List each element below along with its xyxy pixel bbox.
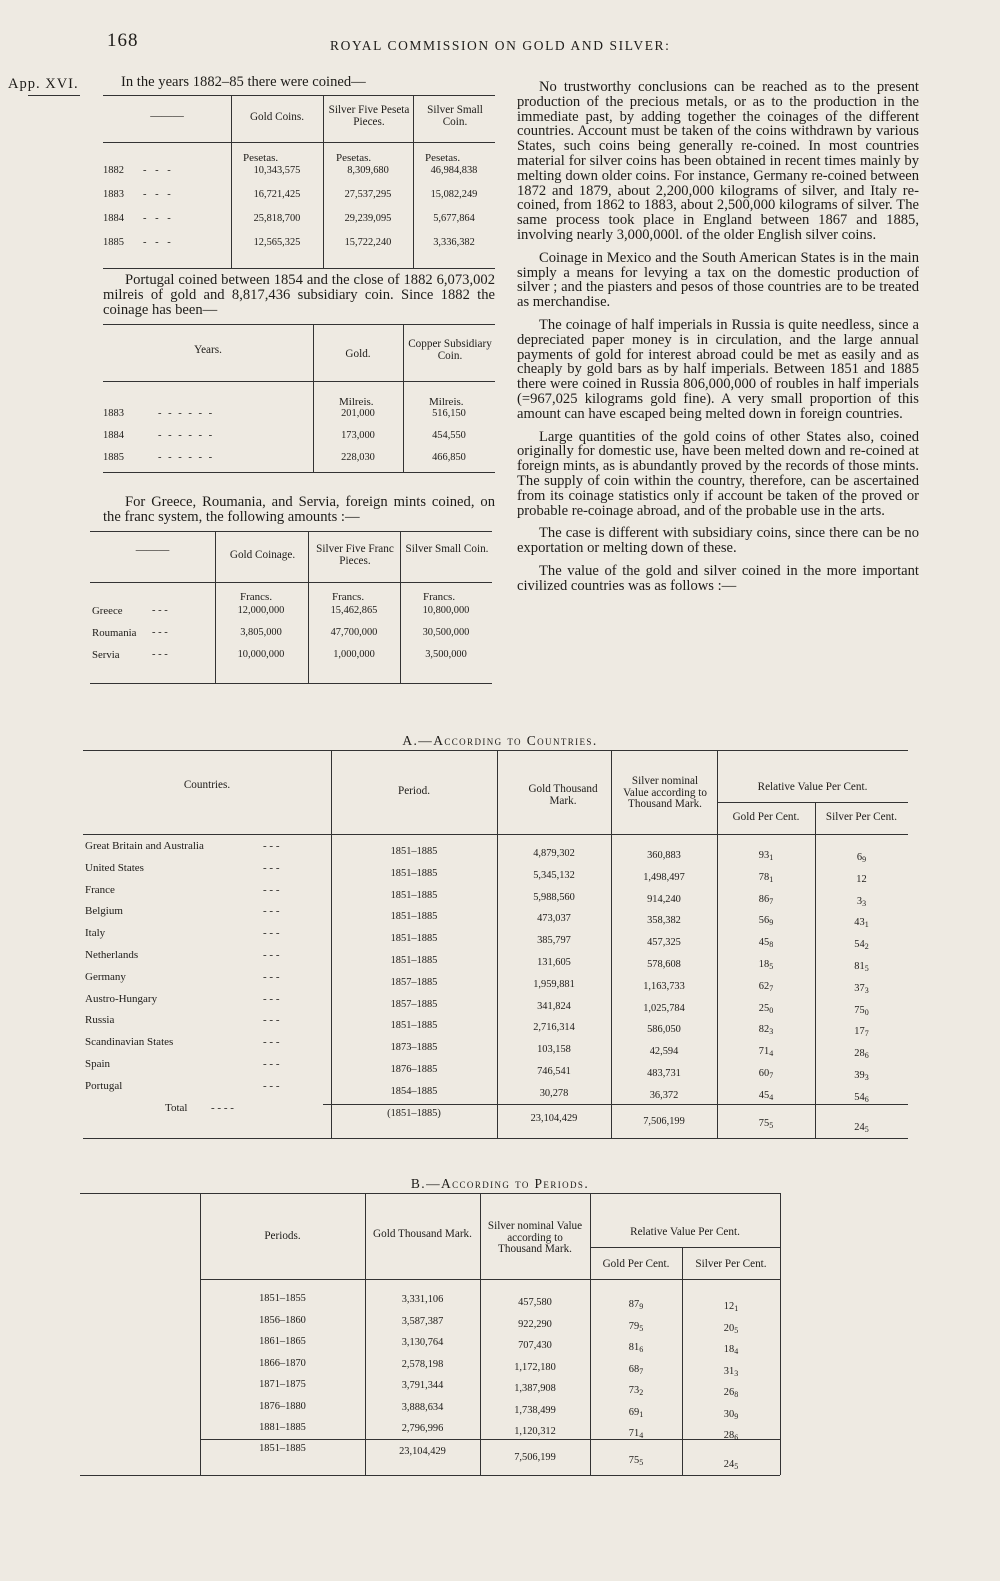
col-relative-value: Relative Value Per Cent. [630, 1226, 740, 1238]
row-leaders: - - - [263, 1014, 280, 1027]
unit-label: Milreis. [429, 396, 464, 408]
cell-silver: 1,172,180 [514, 1361, 556, 1373]
row-year: 1885 [103, 452, 124, 463]
cell-gold-pct: $45_8$ [758, 937, 774, 950]
row-leaders: - - - [152, 627, 168, 638]
spain-coinage-table [103, 95, 495, 269]
cell-gold: 385,797 [537, 935, 571, 947]
cell-gold: 4,879,302 [533, 848, 575, 859]
col-gold-coins: Gold Coins. [249, 111, 305, 123]
cell-silver: 1,498,497 [643, 871, 685, 883]
col-silver-small-coin: Silver Small Coin. [405, 543, 489, 555]
cell-period: 1876–1880 [259, 1400, 306, 1412]
col-silver-five-franc: Silver Five Franc Pieces. [316, 543, 394, 567]
cell-period: 1876–1885 [390, 1064, 438, 1075]
cell-value: 27,537,295 [344, 189, 392, 200]
row-country: Austro-Hungary [85, 992, 158, 1005]
cell-value: 228,030 [341, 452, 375, 463]
cell-period: 1851–1885 [390, 955, 438, 966]
cell-value: 46,984,838 [430, 165, 478, 176]
cell-value: 3,336,382 [433, 237, 475, 248]
cell-value: 5,677,864 [433, 213, 475, 224]
row-leaders: - - - [263, 1036, 280, 1049]
cell-value: 201,000 [341, 408, 375, 419]
cell-gold-pct: $62_7$ [758, 980, 774, 993]
cell-gold-pct: $86_7$ [758, 893, 774, 906]
cell-gold: 1,959,881 [533, 978, 575, 990]
paragraph: The coinage of half imperials in Russia is quite needless, since a depreciated paper money is in circulation, and the large annual payments of gold for interest abroad could be met as easily and as cheaply by gold bars as by half imperials. Between 1851 and 1885 there were coined in Russia 806,000,000 of roubles in half imperials (=967,025 kilograms gold fine). A very small proportion of this amount can have escaped being melted down in foreign countries. [517, 316, 919, 422]
cell-value: 10,800,000 [422, 605, 470, 616]
cell-gold-pct: $87_9$ [628, 1299, 644, 1311]
paragraph: The value of the gold and silver coined in the more important civilized countries was as follows :— [517, 562, 919, 594]
cell-gold-pct: $78_1$ [758, 871, 774, 884]
col-silver-small-coin: Silver Small Coin. [427, 104, 483, 128]
row-leaders: - - - [263, 1079, 280, 1092]
cell-silver-pct: $3_3$ [856, 895, 867, 908]
row-leaders: - - - [143, 189, 174, 200]
cell-silver: 457,580 [518, 1297, 552, 1308]
cell-gold: 5,345,132 [533, 869, 575, 881]
table-a [83, 750, 908, 1145]
cell-gold-pct: $79_5$ [628, 1320, 644, 1333]
unit-label: Francs. [332, 591, 365, 603]
col-period: Period. [397, 785, 430, 797]
row-leaders: - - - - [211, 1102, 234, 1114]
col-gold-per-cent: Gold Per Cent. [602, 1258, 670, 1270]
cell-value: 16,721,425 [253, 189, 301, 200]
total-silver-pct: $24_5$ [723, 1459, 739, 1471]
greece-paragraph: For Greece, Roumania, and Servia, foreign mints coined, on the franc system, the following amounts :— [103, 494, 495, 525]
cell-value: 516,150 [432, 408, 466, 419]
col-silver-per-cent: Silver Per Cent. [695, 1258, 767, 1270]
row-country: France [85, 883, 115, 896]
cell-period: 1851–1885 [390, 911, 438, 923]
row-country: Spain [85, 1058, 111, 1070]
cell-gold-pct: $81_6$ [628, 1342, 644, 1354]
cell-silver: 578,608 [647, 959, 681, 970]
row-leaders: - - - - - - [158, 430, 215, 441]
cell-gold: 3,888,634 [401, 1401, 444, 1413]
cell-gold: 3,331,106 [401, 1294, 444, 1305]
cell-silver: 586,050 [647, 1024, 681, 1036]
cell-silver-pct: $37_3$ [854, 982, 869, 995]
paragraph: No trustworthy conclusions can be reached as to the present production of the precious metals, or as to the production in the immediate past, by adding together the coinages of the different countries. Account must be taken of the coins withdrawn by various States, such coins being generally re-coined. In most countries material for silver coins has been obtained in recent times mainly by melting down older coins. For instance, Germany re-coined between 1872 and 1879, about 2,200,000 kilograms of silver, and Italy re-coined, from 1862 to 1883, about 2,500,000 kilograms of silver. The same process took place in England between 1867 and 1885, involving nearly 3,000,000l. of the older English silver coins. [517, 79, 919, 243]
row-leaders: - - - [152, 605, 168, 616]
paragraph: The case is different with subsidiary coins, since there can be no exportation or melting down of these. [517, 525, 919, 557]
cell-gold: 2,796,996 [401, 1423, 444, 1434]
cell-gold: 3,791,344 [401, 1380, 444, 1391]
table-a-title: A.—According to Countries. [402, 733, 598, 748]
appendix-label: App. XVI. [8, 76, 79, 92]
cell-silver: 483,731 [647, 1068, 681, 1079]
col-copper-subsidiary: Copper Subsidiary Coin. [408, 338, 492, 362]
cell-period: 1856–1860 [259, 1314, 306, 1326]
row-leaders: - - - [143, 213, 174, 224]
cell-gold: 3,130,764 [401, 1337, 444, 1348]
total-silver: 7,506,199 [643, 1116, 685, 1127]
row-leaders: - - - - - - [158, 452, 215, 463]
running-title: ROYAL COMMISSION ON GOLD AND SILVER: [330, 38, 671, 53]
unit-label: Francs. [240, 591, 273, 603]
cell-gold-pct: $73_2$ [628, 1385, 644, 1397]
cell-silver-pct: $30_9$ [723, 1408, 739, 1421]
cell-gold: 746,541 [537, 1066, 571, 1077]
row-country: Great Britain and Australia [85, 840, 204, 852]
unit-label: Milreis. [339, 396, 374, 408]
total-gold: 23,104,429 [399, 1446, 446, 1457]
cell-period: 1861–1865 [259, 1336, 306, 1347]
row-country: United States [85, 861, 144, 874]
row-leaders: - - - [263, 1058, 280, 1070]
spain-intro: In the years 1882–85 there were coined— [121, 74, 366, 90]
cell-gold-pct: $71_4$ [758, 1046, 774, 1059]
unit-label: Pesetas. [336, 152, 372, 164]
cell-period: 1851–1885 [390, 1020, 438, 1032]
cell-period: 1851–1885 [390, 867, 438, 879]
cell-silver-pct: $6_9$ [856, 852, 867, 864]
col-countries: Countries. [183, 779, 231, 791]
col-relative-value: Relative Value Per Cent. [757, 781, 868, 793]
row-leaders: - - - [143, 237, 174, 248]
cell-gold: 2,716,314 [533, 1022, 575, 1034]
paragraph: Coinage in Mexico and the South American States is in the main simply a means for levying a tax on the domestic production of silver ; and the piasters and pesos of those countries are to be treated as merchandise. [517, 249, 919, 311]
row-country: Roumania [92, 627, 137, 639]
row-leaders: - - - [263, 861, 280, 874]
cell-period: 1873–1885 [390, 1042, 438, 1054]
col-gold: Gold. [345, 348, 371, 360]
cell-silver-pct: $81_5$ [854, 961, 869, 973]
cell-period: 1871–1875 [259, 1379, 306, 1390]
cell-value: 15,082,249 [430, 189, 478, 200]
cell-gold-pct: $82_3$ [758, 1024, 774, 1037]
cell-silver: 360,883 [647, 850, 681, 861]
cell-period: 1866–1870 [259, 1357, 306, 1369]
cell-value: 29,239,095 [344, 213, 392, 224]
cell-gold-pct: $18_5$ [758, 959, 774, 971]
row-country: Servia [92, 649, 120, 661]
cell-gold: 2,578,198 [401, 1358, 444, 1370]
row-year: 1885 [103, 237, 124, 248]
cell-value: 173,000 [341, 430, 375, 441]
col-silver-per-cent: Silver Per Cent. [825, 811, 898, 823]
cell-gold-pct: $45_4$ [758, 1089, 774, 1102]
cell-silver: 707,430 [518, 1340, 552, 1351]
total-period: (1851–1885) [387, 1108, 441, 1119]
row-country: Germany [85, 970, 126, 983]
cell-silver: 1,025,784 [643, 1002, 685, 1014]
cell-silver-pct: $26_8$ [723, 1387, 739, 1399]
cell-gold: 30,278 [539, 1087, 569, 1099]
cell-value: 3,500,000 [425, 649, 467, 660]
blank-header: ——— [150, 110, 184, 122]
cell-value: 12,565,325 [253, 237, 301, 248]
col-silver-nominal: Silver nominal Value according to Thousand Mark. [487, 1220, 583, 1255]
cell-silver-pct: $75_0$ [854, 1004, 869, 1017]
row-country: Italy [85, 927, 106, 940]
cell-silver-pct: 12 [856, 873, 867, 885]
col-gold-thousand-mark: Gold Thousand Mark. [373, 1228, 472, 1240]
cell-period: 1851–1885 [390, 846, 438, 857]
col-periods: Periods. [264, 1230, 301, 1242]
row-year: 1884 [103, 213, 124, 224]
row-leaders: - - - [263, 905, 280, 918]
cell-silver: 1,738,499 [514, 1404, 556, 1416]
table-b-title: B.—According to Periods. [410, 1176, 590, 1191]
cell-value: 30,500,000 [422, 627, 470, 638]
row-leaders: - - - [263, 949, 280, 961]
cell-value: 10,343,575 [253, 165, 301, 176]
cell-silver-pct: $43_1$ [854, 917, 869, 930]
cell-period: 1851–1885 [390, 889, 438, 901]
row-country: Russia [85, 1014, 115, 1027]
cell-value: 15,722,240 [344, 237, 392, 248]
cell-gold-pct: $71_4$ [628, 1428, 644, 1440]
unit-label: Francs. [423, 591, 456, 603]
cell-silver-pct: $54_2$ [854, 939, 869, 952]
table-b [80, 1193, 780, 1488]
cell-value: 1,000,000 [333, 649, 375, 660]
cell-value: 15,462,865 [330, 605, 378, 616]
row-year: 1884 [103, 430, 124, 441]
total-period: 1851–1885 [259, 1443, 306, 1454]
col-silver-nominal: Silver nominal Value according to Thousand Mark. [623, 775, 707, 810]
row-year: 1882 [103, 165, 124, 176]
cell-period: 1881–1885 [259, 1422, 306, 1433]
col-gold-thousand-mark: Gold Thousand Mark. [528, 783, 598, 807]
row-leaders: - - - [152, 649, 168, 660]
col-years: Years. [194, 344, 222, 356]
row-leaders: - - - [263, 840, 280, 852]
total-gold-pct: $75_5$ [758, 1118, 774, 1130]
cell-value: 10,000,000 [237, 649, 285, 660]
cell-silver: 1,120,312 [514, 1426, 556, 1437]
row-leaders: - - - [263, 927, 280, 940]
row-leaders: - - - [263, 970, 280, 983]
cell-silver-pct: $28_6$ [854, 1048, 869, 1061]
cell-gold-pct: $93_1$ [758, 850, 774, 862]
cell-gold: 131,605 [537, 957, 571, 968]
total-gold-pct: $75_5$ [628, 1455, 644, 1467]
portugal-coinage-table [103, 324, 495, 473]
cell-gold-pct: $68_7$ [628, 1363, 644, 1376]
total-silver-pct: $24_5$ [854, 1122, 869, 1134]
cell-silver: 358,382 [647, 915, 681, 927]
cell-gold: 3,587,387 [401, 1315, 444, 1327]
cell-silver: 457,325 [647, 937, 681, 949]
cell-silver-pct: $54_6$ [854, 1091, 869, 1104]
cell-silver-pct: $18_4$ [723, 1344, 739, 1356]
row-year: 1883 [103, 408, 124, 419]
cell-value: 25,818,700 [253, 213, 301, 224]
cell-value: 466,850 [432, 452, 466, 463]
right-column-text [517, 80, 919, 602]
row-country: Portugal [85, 1079, 123, 1092]
row-country: Netherlands [85, 949, 139, 961]
row-country: Scandinavian States [85, 1036, 174, 1049]
cell-gold: 103,158 [537, 1044, 571, 1056]
unit-label: Pesetas. [425, 152, 461, 164]
row-leaders: - - - [263, 992, 280, 1005]
unit-label: Pesetas. [243, 152, 279, 164]
cell-gold-pct: $56_9$ [758, 915, 774, 928]
total-label: Total [165, 1102, 188, 1114]
portugal-paragraph: Portugal coined between 1854 and the close of 1882 6,073,002 milreis of gold and 8,817,436 subsidiary coin. Since 1882 the coinage has been— [103, 272, 495, 318]
cell-value: 454,550 [432, 430, 466, 441]
cell-value: 12,000,000 [237, 605, 285, 616]
cell-value: 3,805,000 [240, 627, 282, 638]
cell-silver-pct: $20_5$ [723, 1322, 739, 1335]
cell-gold-pct: $60_7$ [758, 1068, 774, 1080]
row-leaders: - - - [143, 165, 174, 176]
cell-silver: 36,372 [649, 1089, 679, 1101]
cell-gold: 5,988,560 [533, 891, 575, 903]
cell-silver-pct: $17_7$ [854, 1026, 869, 1039]
cell-silver: 922,290 [518, 1318, 552, 1330]
appendix-rule [28, 95, 80, 96]
col-gold-coinage: Gold Coinage. [229, 549, 296, 561]
cell-silver-pct: $39_3$ [854, 1070, 869, 1082]
col-silver-five-peseta: Silver Five Peseta Pieces. [328, 104, 410, 128]
franc-coinage-table [90, 531, 492, 684]
cell-silver: 1,163,733 [643, 980, 685, 992]
row-year: 1883 [103, 189, 124, 200]
cell-period: 1854–1885 [390, 1085, 438, 1097]
cell-gold: 341,824 [537, 1000, 571, 1012]
row-country: Greece [92, 605, 123, 617]
cell-value: 47,700,000 [330, 627, 378, 638]
cell-period: 1851–1885 [390, 933, 438, 945]
cell-period: 1857–1885 [390, 998, 438, 1010]
row-leaders: - - - [263, 883, 280, 896]
cell-period: 1851–1855 [259, 1293, 306, 1304]
row-leaders: - - - - - - [158, 408, 215, 419]
cell-gold: 473,037 [537, 913, 571, 925]
col-gold-per-cent: Gold Per Cent. [732, 811, 800, 823]
cell-silver-pct: $12_1$ [723, 1301, 739, 1313]
blank-header: ——— [135, 544, 170, 556]
total-gold: 23,104,429 [530, 1113, 578, 1124]
cell-silver-pct: $28_6$ [723, 1430, 739, 1442]
cell-silver: 1,387,908 [514, 1383, 556, 1394]
row-country: Belgium [85, 905, 123, 918]
cell-period: 1857–1885 [390, 976, 438, 988]
cell-silver: 914,240 [647, 893, 681, 905]
total-silver: 7,506,199 [514, 1452, 556, 1463]
cell-silver-pct: $31_3$ [723, 1365, 739, 1378]
cell-gold-pct: $69_1$ [628, 1406, 644, 1419]
paragraph: Large quantities of the gold coins of other States also, coined originally for domestic use, have been melted down and re-coined at foreign mints, as is abundantly proved by the records of those mints. The supply of coin within the country, therefore, can be ascertained from its coinage statistics only if account be taken of the proved or probable re-coinage abroad, and of the probable use in the arts. [517, 428, 919, 519]
cell-value: 8,309,680 [347, 165, 389, 176]
cell-gold-pct: $25_0$ [758, 1002, 774, 1015]
cell-silver: 42,594 [649, 1046, 679, 1058]
page-number: 168 [107, 30, 139, 51]
